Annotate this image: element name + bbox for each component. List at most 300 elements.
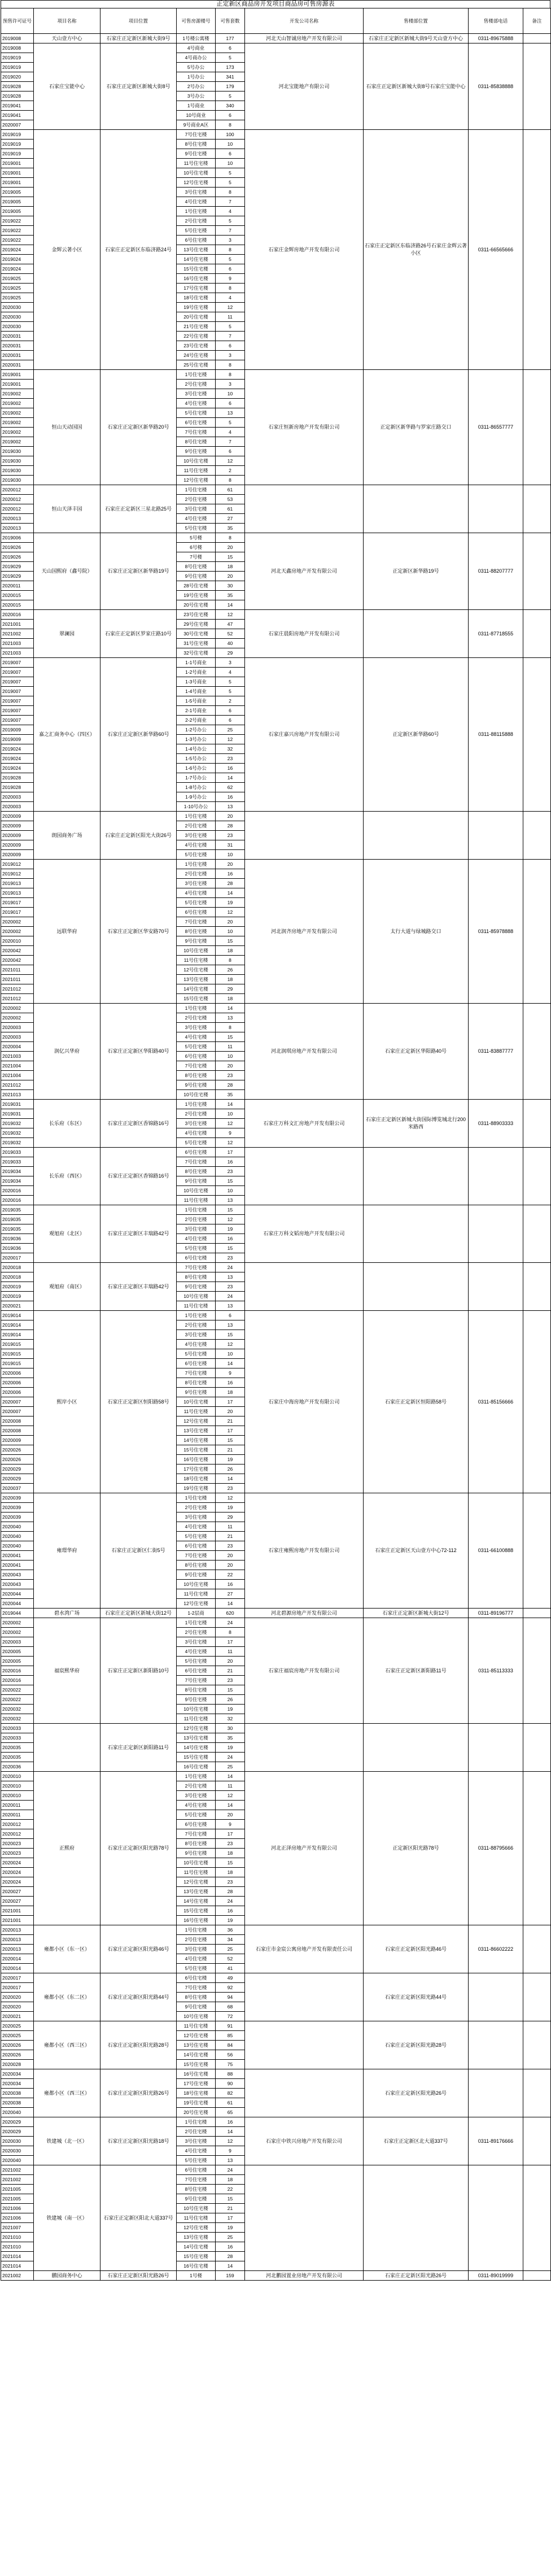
permit-number: 2020007 (1, 1407, 34, 1416)
available-units: 7 (216, 197, 245, 207)
building-number: 4号住宅楼 (177, 197, 216, 207)
building-number: 12号住宅楼 (177, 2031, 216, 2041)
available-units: 7 (216, 226, 245, 236)
permit-number: 2019028 (1, 82, 34, 91)
available-units: 16 (216, 1378, 245, 1388)
table-row (1, 2117, 551, 2127)
available-units: 100 (216, 130, 245, 140)
permit-number: 2020015 (1, 591, 34, 600)
document-title: 正定新区商品房开发项目商品房可售房源表 (1, 0, 550, 8)
remark (523, 1311, 551, 1493)
project-name: 嘉之汇商务中心（四区） (34, 658, 100, 812)
permit-number: 2019005 (1, 188, 34, 197)
available-units: 17 (216, 1148, 245, 1157)
developer-name (245, 1148, 364, 1205)
building-number: 2号住宅楼 (177, 1013, 216, 1023)
permit-number: 2020002 (1, 927, 34, 936)
available-units: 20 (216, 917, 245, 927)
building-number: 5号住宅楼 (177, 850, 216, 860)
permit-number: 2020024 (1, 1868, 34, 1877)
available-units: 8 (216, 188, 245, 197)
building-number: 2-1号商业 (177, 706, 216, 716)
available-units: 9 (216, 1820, 245, 1829)
building-number: 5号住宅楼 (177, 524, 216, 533)
available-units: 12 (216, 610, 245, 620)
available-units: 6 (216, 43, 245, 53)
remark (523, 2117, 551, 2165)
available-units: 2 (216, 466, 245, 476)
building-number: 3号住宅楼 (177, 1119, 216, 1128)
building-number: 4号住宅楼 (177, 1522, 216, 1532)
permit-number: 2020024 (1, 1858, 34, 1868)
permit-number: 2019015 (1, 1340, 34, 1349)
project-location: 石家庄正定新区新城大街9号 (100, 34, 177, 43)
available-units: 12 (216, 1791, 245, 1801)
building-number: 5号住宅楼 (177, 408, 216, 418)
available-units: 15 (216, 1032, 245, 1042)
permit-number: 2020037 (1, 1484, 34, 1493)
available-units: 19 (216, 1503, 245, 1513)
permit-number: 2020026 (1, 2050, 34, 2060)
available-units: 5 (216, 178, 245, 188)
building-number: 3号办公 (177, 91, 216, 101)
available-units: 10 (216, 140, 245, 149)
building-number: 7号住宅楼 (177, 1263, 216, 1272)
developer-name: 河北天山智诚房地产开发有限公司 (245, 34, 364, 43)
available-units: 5 (216, 687, 245, 696)
building-number: 12号住宅楼 (177, 476, 216, 485)
permit-number: 2020003 (1, 792, 34, 802)
project-location: 石家庄正定新区东临济路24号 (100, 130, 177, 370)
building-number: 16号住宅楼 (177, 1455, 216, 1464)
building-number: 10号住宅楼 (177, 2012, 216, 2021)
permit-number: 2020008 (1, 1426, 34, 1436)
building-number: 5号住宅楼 (177, 1349, 216, 1359)
available-units: 35 (216, 524, 245, 533)
building-number: 3号住宅楼 (177, 1224, 216, 1234)
permit-number: 2021006 (1, 2204, 34, 2213)
table-body (1, 34, 551, 2281)
building-number: 6号住宅楼 (177, 1541, 216, 1551)
project-location: 石家庄正定新区阳光路18号 (100, 2117, 177, 2165)
sales-phone: 0311-85156666 (469, 1311, 523, 1493)
project-name: 润亿兴华府 (34, 1004, 100, 1100)
available-units: 20 (216, 572, 245, 581)
permit-number: 2019019 (1, 140, 34, 149)
available-units: 4 (216, 207, 245, 216)
available-units: 7 (216, 332, 245, 341)
permit-number: 2020013 (1, 1925, 34, 1935)
available-units: 19 (216, 1224, 245, 1234)
project-name: 恒山天泽丰园 (34, 485, 100, 533)
project-name: 长乐府（东区） (34, 1100, 100, 1148)
building-number: 23号住宅楼 (177, 610, 216, 620)
permit-number: 2021004 (1, 1061, 34, 1071)
building-number: 10号住宅楼 (177, 1186, 216, 1196)
available-units: 6 (216, 706, 245, 716)
building-number: 3号住宅楼 (177, 879, 216, 888)
building-number: 9号住宅楼 (177, 2002, 216, 2012)
available-units: 25 (216, 1945, 245, 1954)
permit-number: 2021001 (1, 1916, 34, 1925)
project-name: 雍都小区（东一区） (34, 1925, 100, 1973)
remark (523, 658, 551, 812)
permit-number: 2020030 (1, 2137, 34, 2146)
building-number: 8号住宅楼 (177, 1561, 216, 1570)
permit-number: 2019030 (1, 447, 34, 456)
building-number: 15号住宅楼 (177, 2060, 216, 2069)
available-units: 94 (216, 1993, 245, 2002)
permit-number: 2020010 (1, 936, 34, 946)
building-number: 1号住宅楼 (177, 1493, 216, 1503)
building-number: 1-6号办公 (177, 764, 216, 773)
sales-office-location (364, 2165, 469, 2271)
available-units: 14 (216, 1100, 245, 1109)
available-units: 75 (216, 2060, 245, 2069)
permit-number: 2021014 (1, 2261, 34, 2271)
permit-number: 2020017 (1, 1983, 34, 1993)
available-units: 11 (216, 312, 245, 322)
building-number: 32号住宅楼 (177, 648, 216, 658)
permit-number: 2019014 (1, 1320, 34, 1330)
available-units: 6 (216, 341, 245, 351)
building-number: 1-2号商业 (177, 668, 216, 677)
building-number: 9号住宅楼 (177, 2194, 216, 2204)
project-name: 鹏园商务中心 (34, 2271, 100, 2281)
available-units: 4 (216, 668, 245, 677)
permit-number: 2019035 (1, 1215, 34, 1224)
permit-number: 2020032 (1, 1705, 34, 1714)
available-units: 8 (216, 120, 245, 130)
available-units: 10 (216, 159, 245, 168)
building-number: 14号住宅楼 (177, 2050, 216, 2060)
building-number: 9号住宅楼 (177, 1695, 216, 1705)
available-units: 19 (216, 1916, 245, 1925)
permit-number: 2020020 (1, 2002, 34, 2012)
available-units: 21 (216, 2204, 245, 2213)
permit-number: 2019007 (1, 668, 34, 677)
available-units: 14 (216, 1004, 245, 1013)
building-number: 20号住宅楼 (177, 312, 216, 322)
available-units: 13 (216, 802, 245, 812)
available-units: 26 (216, 1695, 245, 1705)
permit-number: 2021007 (1, 2223, 34, 2233)
remark (523, 1973, 551, 2021)
sales-phone (469, 1973, 523, 2021)
remark (523, 1004, 551, 1100)
available-units: 179 (216, 82, 245, 91)
permit-number: 2019030 (1, 466, 34, 476)
available-units: 15 (216, 2194, 245, 2204)
building-number: 1号住宅楼 (177, 1004, 216, 1013)
available-units: 28 (216, 1887, 245, 1897)
sales-phone: 0311-86602222 (469, 1925, 523, 1973)
available-units: 10 (216, 389, 245, 399)
permit-number: 2020031 (1, 332, 34, 341)
permit-number: 2019007 (1, 687, 34, 696)
project-name: 雍都小区（东二区） (34, 1973, 100, 2021)
available-units: 24 (216, 1753, 245, 1762)
table-row (1, 1205, 551, 1215)
building-number: 10号住宅楼 (177, 168, 216, 178)
building-number: 4号住宅楼 (177, 514, 216, 524)
building-number: 13号住宅楼 (177, 245, 216, 255)
sales-office-location: 石家庄正定新区恒阳路58号 (364, 1311, 469, 1493)
available-units: 28 (216, 2252, 245, 2261)
building-number: 13号住宅楼 (177, 2041, 216, 2050)
available-units: 177 (216, 34, 245, 43)
building-number: 1号住宅楼 (177, 1618, 216, 1628)
remark (523, 1724, 551, 1772)
permit-number: 2019007 (1, 706, 34, 716)
permit-number: 2019007 (1, 677, 34, 687)
building-number: 1-10号办公 (177, 802, 216, 812)
available-units: 14 (216, 2261, 245, 2271)
permit-number: 2019024 (1, 264, 34, 274)
building-number: 2-2号商业 (177, 716, 216, 725)
available-units: 30 (216, 581, 245, 591)
building-number: 29号住宅楼 (177, 620, 216, 629)
permit-number: 2019013 (1, 879, 34, 888)
permit-number: 2019022 (1, 216, 34, 226)
building-number: 19号住宅楼 (177, 2098, 216, 2108)
project-location: 石家庄正定新区阳北大道337号 (100, 2165, 177, 2271)
building-number: 11号住宅楼 (177, 159, 216, 168)
available-units: 14 (216, 600, 245, 610)
developer-name: 河北碧源房地产开发有限公司 (245, 1609, 364, 1618)
sales-phone (469, 2069, 523, 2117)
developer-name: 石家庄雍熙房地产开发有限公司 (245, 1493, 364, 1609)
building-number: 2号住宅楼 (177, 1320, 216, 1330)
project-name: 远联华府 (34, 860, 100, 1004)
permit-number: 2021001 (1, 620, 34, 629)
available-units: 17 (216, 1397, 245, 1407)
permit-number: 2021003 (1, 1052, 34, 1061)
sales-phone (469, 1263, 523, 1311)
building-number: 13号住宅楼 (177, 2233, 216, 2242)
permit-number: 2020016 (1, 1196, 34, 1205)
permit-number: 2020002 (1, 1618, 34, 1628)
permit-number: 2020041 (1, 1551, 34, 1561)
permit-number: 2020003 (1, 1023, 34, 1032)
available-units: 88 (216, 2069, 245, 2079)
permit-number: 2020002 (1, 917, 34, 927)
table-row (1, 533, 551, 543)
project-name: 石家庄宝能中心 (34, 43, 100, 130)
building-number: 9号商业A区 (177, 120, 216, 130)
available-units: 6 (216, 1311, 245, 1320)
sales-phone: 0311-88903333 (469, 1100, 523, 1148)
permit-number: 2020033 (1, 1733, 34, 1743)
permit-number: 2020003 (1, 1032, 34, 1042)
permit-number: 2019002 (1, 399, 34, 408)
permit-number: 2019028 (1, 91, 34, 101)
permit-number: 2019024 (1, 255, 34, 264)
table-row (1, 610, 551, 620)
permit-number: 2019025 (1, 274, 34, 284)
sales-office-location: 石家庄正定新区新城大街国际博览城北行200米路西 (364, 1100, 469, 1148)
building-number: 10号住宅楼 (177, 946, 216, 956)
available-units: 12 (216, 2137, 245, 2146)
building-number: 2号住宅楼 (177, 1935, 216, 1945)
table-row (1, 1772, 551, 1781)
available-units: 21 (216, 1532, 245, 1541)
building-number: 4号住宅楼 (177, 1954, 216, 1964)
building-number: 1-9号办公 (177, 792, 216, 802)
permit-number: 2020029 (1, 1464, 34, 1474)
building-number: 8号住宅楼 (177, 1071, 216, 1080)
building-number: 10号住宅楼 (177, 1705, 216, 1714)
permit-number: 2020017 (1, 1973, 34, 1983)
available-units: 6 (216, 399, 245, 408)
permit-number: 2019014 (1, 1330, 34, 1340)
building-number: 9号住宅楼 (177, 1282, 216, 1292)
permit-number: 2019001 (1, 168, 34, 178)
available-units: 8 (216, 284, 245, 293)
developer-name: 石家庄恒新房地产开发有限公司 (245, 370, 364, 485)
available-units: 21 (216, 1666, 245, 1676)
available-units: 9 (216, 274, 245, 284)
developer-name (245, 2069, 364, 2117)
permit-number: 2019017 (1, 908, 34, 917)
building-number: 7号楼 (177, 552, 216, 562)
permit-number: 2020024 (1, 1877, 34, 1887)
available-units: 12 (216, 1138, 245, 1148)
permit-number: 2020029 (1, 2117, 34, 2127)
project-name: 福宸熙华府 (34, 1618, 100, 1724)
sales-office-location (364, 1205, 469, 1263)
permit-number: 2020009 (1, 812, 34, 821)
permit-number: 2020043 (1, 1570, 34, 1580)
permit-number: 2020020 (1, 1993, 34, 2002)
available-units: 12 (216, 1215, 245, 1224)
sales-office-location: 石家庄正定新区华阳路40号 (364, 1004, 469, 1100)
building-number: 14号住宅楼 (177, 1743, 216, 1753)
permit-number: 2019041 (1, 101, 34, 111)
building-number: 4号住宅楼 (177, 1647, 216, 1657)
available-units: 17 (216, 2213, 245, 2223)
header-phone: 售楼部电话 (469, 8, 523, 34)
building-number: 19号住宅楼 (177, 591, 216, 600)
building-number: 12号住宅楼 (177, 1877, 216, 1887)
available-units: 23 (216, 1253, 245, 1263)
available-units: 8 (216, 476, 245, 485)
building-number: 1号住宅楼 (177, 860, 216, 869)
available-units: 17 (216, 1637, 245, 1647)
project-location: 石家庄正定新区阳光路46号 (100, 1925, 177, 1973)
permit-number: 2021010 (1, 2242, 34, 2252)
permit-number: 2019022 (1, 236, 34, 245)
project-location: 石家庄正定新区阳光路28号 (100, 2021, 177, 2069)
permit-number: 2020014 (1, 1964, 34, 1973)
table-row (1, 2271, 551, 2281)
available-units: 53 (216, 495, 245, 504)
permit-number: 2020010 (1, 1791, 34, 1801)
table-row (1, 1618, 551, 1628)
permit-number: 2020041 (1, 1561, 34, 1570)
permit-number: 2019002 (1, 437, 34, 447)
available-units: 24 (216, 1263, 245, 1272)
permit-number: 2020007 (1, 1397, 34, 1407)
sales-phone: 0311-89196777 (469, 1609, 523, 1618)
table-row (1, 43, 551, 53)
building-number: 15号住宅楼 (177, 2252, 216, 2261)
project-location: 石家庄正定新区新阳路11号 (100, 1724, 177, 1772)
available-units: 65 (216, 2108, 245, 2117)
sales-phone: 0311-87718555 (469, 610, 523, 658)
building-number: 1-5号商业 (177, 696, 216, 706)
building-number: 23号住宅楼 (177, 341, 216, 351)
project-name: 金辉云著小区 (34, 130, 100, 370)
sales-phone: 0311-66565666 (469, 130, 523, 370)
available-units: 82 (216, 2089, 245, 2098)
available-units: 20 (216, 543, 245, 552)
building-number: 20号住宅楼 (177, 2108, 216, 2117)
available-units: 15 (216, 1176, 245, 1186)
building-number: 3号住宅楼 (177, 188, 216, 197)
building-number: 9号住宅楼 (177, 447, 216, 456)
building-number: 1号住宅楼 (177, 1925, 216, 1935)
building-number: 15号住宅楼 (177, 1906, 216, 1916)
available-units: 35 (216, 1733, 245, 1743)
building-number: 11号住宅楼 (177, 1589, 216, 1599)
available-units: 15 (216, 1244, 245, 1253)
available-units: 84 (216, 2041, 245, 2050)
permit-number: 2019001 (1, 159, 34, 168)
building-number: 5号住宅楼 (177, 898, 216, 908)
permit-number: 2019036 (1, 1244, 34, 1253)
permit-number: 2019024 (1, 764, 34, 773)
building-number: 6号住宅楼 (177, 1666, 216, 1676)
available-units: 13 (216, 2156, 245, 2165)
remark (523, 1205, 551, 1263)
permit-number: 2019036 (1, 1234, 34, 1244)
header-developer: 开发公司名称 (245, 8, 364, 34)
building-number: 7号住宅楼 (177, 1676, 216, 1685)
permit-number: 2019029 (1, 572, 34, 581)
building-number: 11号住宅楼 (177, 1196, 216, 1205)
available-units: 28 (216, 821, 245, 831)
available-units: 8 (216, 360, 245, 370)
permit-number: 2019001 (1, 178, 34, 188)
sales-office-location: 石家庄正定新区新城大街12号 (364, 1609, 469, 1618)
table-row (1, 1311, 551, 1320)
remark (523, 43, 551, 130)
project-name: 天山壹方中心 (34, 34, 100, 43)
building-number: 13号住宅楼 (177, 1426, 216, 1436)
permit-number: 2021014 (1, 2252, 34, 2261)
remark (523, 533, 551, 610)
available-units: 23 (216, 1676, 245, 1685)
building-number: 4号住宅楼 (177, 1032, 216, 1042)
permit-number: 2020016 (1, 1676, 34, 1685)
building-number: 6号楼 (177, 543, 216, 552)
table-row (1, 1263, 551, 1272)
available-units: 20 (216, 1657, 245, 1666)
remark (523, 860, 551, 1004)
building-number: 7号住宅楼 (177, 1829, 216, 1839)
available-units: 8 (216, 370, 245, 380)
building-number: 22号住宅楼 (177, 332, 216, 341)
sales-office-location (364, 1724, 469, 1772)
building-number: 9号住宅楼 (177, 1570, 216, 1580)
permit-number: 2019030 (1, 476, 34, 485)
building-number: 12号住宅楼 (177, 1599, 216, 1609)
sales-phone: 0311-89675888 (469, 34, 523, 43)
building-number: 4号住宅楼 (177, 1128, 216, 1138)
available-units: 92 (216, 1983, 245, 1993)
permit-number: 2019009 (1, 735, 34, 744)
